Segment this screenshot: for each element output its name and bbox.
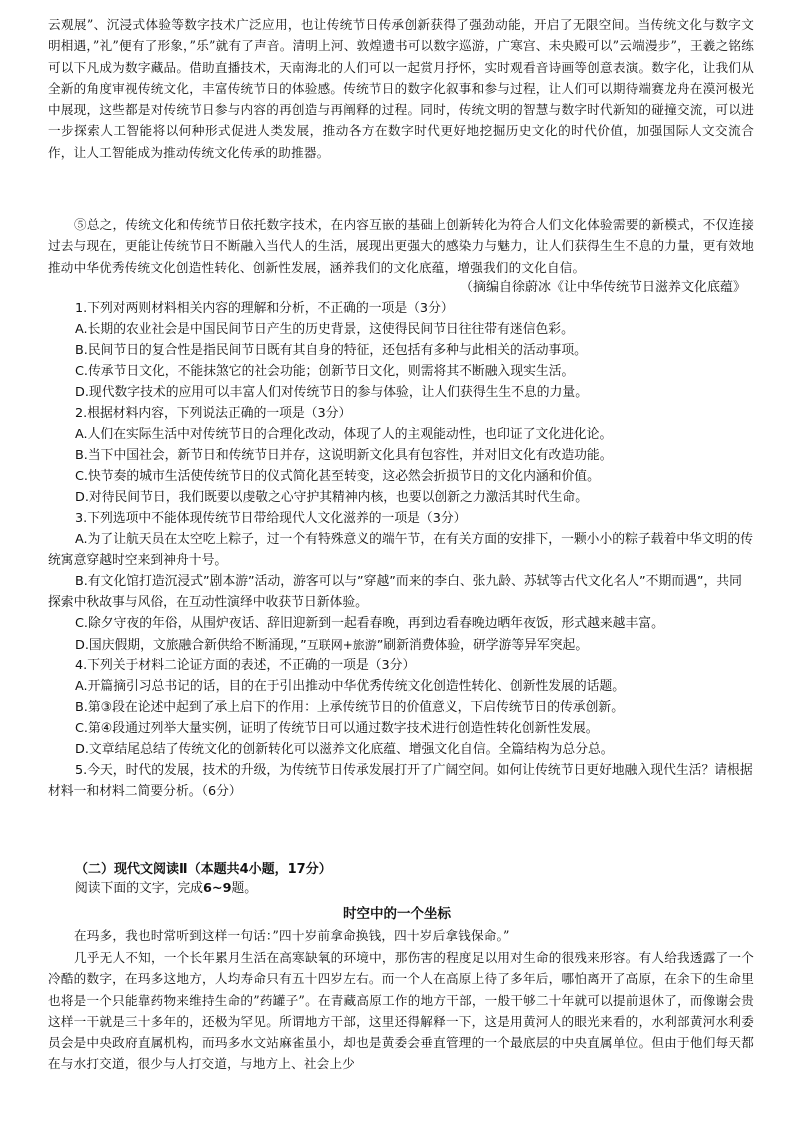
- article-title: 时空中的一个坐标: [343, 906, 451, 922]
- question-4-stem: 4.下列关于材料二论证方面的表述，不正确的一项是（3分）: [75, 658, 416, 673]
- question-4-option-a: A.开篇摘引习总书记的话，目的在于引出推动中华优秀传统文化创造性转化、创新性发展的话题。: [75, 679, 626, 694]
- question-3-option-c: C.除夕守夜的年俗，从围炉夜话、辞旧迎新到一起看春晚，再到边看春晚边晒年夜饭，形式越来越丰富。: [75, 616, 664, 631]
- instruction-suffix: 题。: [231, 881, 258, 896]
- instruction-prefix: 阅读下面的文字，完成: [75, 881, 203, 896]
- section-heading: （二）现代文阅读Ⅱ（本题共4小题，17分）: [75, 862, 332, 877]
- question-1-stem: 1.下列对两则材料相关内容的理解和分析，不正确的一项是（3分）: [75, 301, 454, 316]
- material-two-paragraph-5: ⑤总之，传统文化和传统节日依托数字技术，在内容互嵌的基础上创新转化为符合人们文化体验需要的新模式，不仅连接过去与现在，更能让传统节日不断融入当代人的生活，展现出更强大的感染力与魅力，让人们获得生生不息的力量，更有效地推动中华优秀传统文化创造性转化、创新性发展，涵养我们的文化底蕴，增强我们的文化自信。: [48, 217, 754, 275]
- question-2-option-b: B.当下中国社会，新节日和传统节日并存，这说明新文化具有包容性，并对旧文化有改造功能。: [75, 448, 613, 463]
- article-paragraph-1: 在玛多，我也时常听到这样一句话：”四十岁前拿命换钱，四十岁后拿钱保命。”: [74, 928, 510, 943]
- question-3-option-d-part2: ”刷新消费体验，研学游等异军突起。: [376, 638, 589, 653]
- instruction-range: 6~9: [202, 881, 232, 896]
- question-4-option-b: B.第③段在论述中起到了承上启下的作用：上承传统节日的价值意义，下启传统节日的传承创新。: [75, 700, 624, 715]
- question-4-option-c: C.第④段通过列举大量实例，证明了传统节日可以通过数字技术进行创造性转化创新性发展。: [75, 721, 599, 736]
- question-2-stem: 2.根据材料内容，下列说法正确的一项是（3分）: [75, 406, 352, 421]
- question-3-option-d-part1: D.国庆假期，文旅融合新供给不断涌现，”: [75, 638, 307, 653]
- question-2-option-c: C.快节奏的城市生活使传统节日的仪式简化甚至转变，这必然会折损节日的文化内涵和价值。: [75, 469, 600, 484]
- article-paragraph-2: 几乎无人不知，一个长年累月生活在高寒缺氧的环境中，那伤害的程度足以用对生命的很残来形容。有人给我透露了一个冷酷的数字，在玛多这地方，人均寿命只有五十四岁左右。而一个人在高原上待了多年后，哪怕离开了高原，在余下的生命里也将是一个只能靠药物来维持生命的”药罐子”。在青藏高原工作的地方干部，一般干够二十年就可以提前退休了，而像谢会贵这样一干就是三十多年的，还极为罕见。所谓地方干部，这里还得解释一下，这是用黄河人的眼光来看的，水利部黄河水利委员会是中央政府直属机构，而玛多水文站麻雀虽小，却也是黄委会垂直管理的一个最底层的中央直属单位。但由于他们每天都在与水打交道，很少与人打交道，与地方上、社会上少: [48, 950, 754, 1072]
- question-2-option-d: D.对待民间节日，我们既要以虔敬之心守护其精神内核，也要以创新之力激活其时代生命。: [75, 490, 588, 505]
- question-1-option-b: B.民间节日的复合性是指民间节日既有其自身的特征，还包括有多种与此相关的活动事项。: [75, 343, 587, 358]
- question-2-option-a: A.人们在实际生活中对传统节日的合理化改动，体现了人的主观能动性，也印证了文化进化论。: [75, 427, 613, 442]
- reading-instruction: [75, 879, 257, 900]
- question-3-option-d-keyword: 互联网+旅游: [306, 638, 377, 652]
- material-two-paragraph-4: 云观展”、沉浸式体验等数字技术广泛应用，也让传统节日传承创新获得了强劲动能，开启了无限空间。当传统文化与数字文明相遇，”礼”便有了形象，”乐”就有了声音。清明上河、敦煌遗书可以数字巡游，广寒宫、未央殿可以”云端漫步”，王羲之铭练可以下凡成为数字藏品。借助直播技术，天南海北的人们可以一起赏月抒怀，实时观看音诗画等创意表演。数字化，让我们从全新的角度审视传统文化，丰富传统节日的体验感。传统节日的数字化叙事和参与过程，让人们可以期待端赛龙舟在漠河极光中展现，这些都是对传统节日参与内容的再创造与再阐释的过程。同时，传统文明的智慧与数字时代新知的碰撞交流，可以进一步探索人工智能将以何种形式促进人类发展，推动各方在数字时代更好地挖掘历史文化的时代价值，加强国际人文交流合作，让人工智能成为推动传统文化传承的助推器。: [48, 17, 754, 160]
- question-1-option-a: A.长期的农业社会是中国民间节日产生的历史背景，这使得民间节日往往带有迷信色彩。: [75, 322, 574, 337]
- question-3-option-d: [75, 635, 755, 657]
- question-5-stem: 5.今天，时代的发展，技术的升级，为传统节日传承发展打开了广阔空间。如何让传统节日更好地融入现代生活？请根据材料一和材料二简要分析。（6分）: [48, 763, 753, 799]
- question-3-option-b: B.有文化馆打造沉浸式”剧本游”活动，游客可以与”穿越”而来的李白、张九龄、苏轼等古代文化名人”不期而遇”，共同探索中秋故事与风俗，在互动性演绎中收获节日新体验。: [48, 574, 742, 610]
- question-4-option-d: D.文章结尾总结了传统文化的创新转化可以滋养文化底蕴、增强文化自信。全篇结构为总分总。: [75, 742, 614, 757]
- question-1-option-d: D.现代数字技术的应用可以丰富人们对传统节日的参与体验，让人们获得生生不息的力量。: [75, 385, 588, 400]
- question-3-option-a: A.为了让航天员在太空吃上粽子，过一个有特殊意义的端午节，在有关方面的安排下，一颗小小的粽子载着中华文明的传统寓意穿越时空来到神舟十号。: [48, 532, 754, 568]
- question-3-stem: 3.下列选项中不能体现传统节日带给现代人文化滋养的一项是（3分）: [75, 511, 467, 526]
- question-1-option-c: C.传承节日文化，不能抹煞它的社会功能；创新节日文化，则需将其不断融入现实生活。: [75, 364, 575, 379]
- source-citation: （摘编自徐蔚冰《让中华传统节日滋养文化底蕴》: [459, 280, 746, 295]
